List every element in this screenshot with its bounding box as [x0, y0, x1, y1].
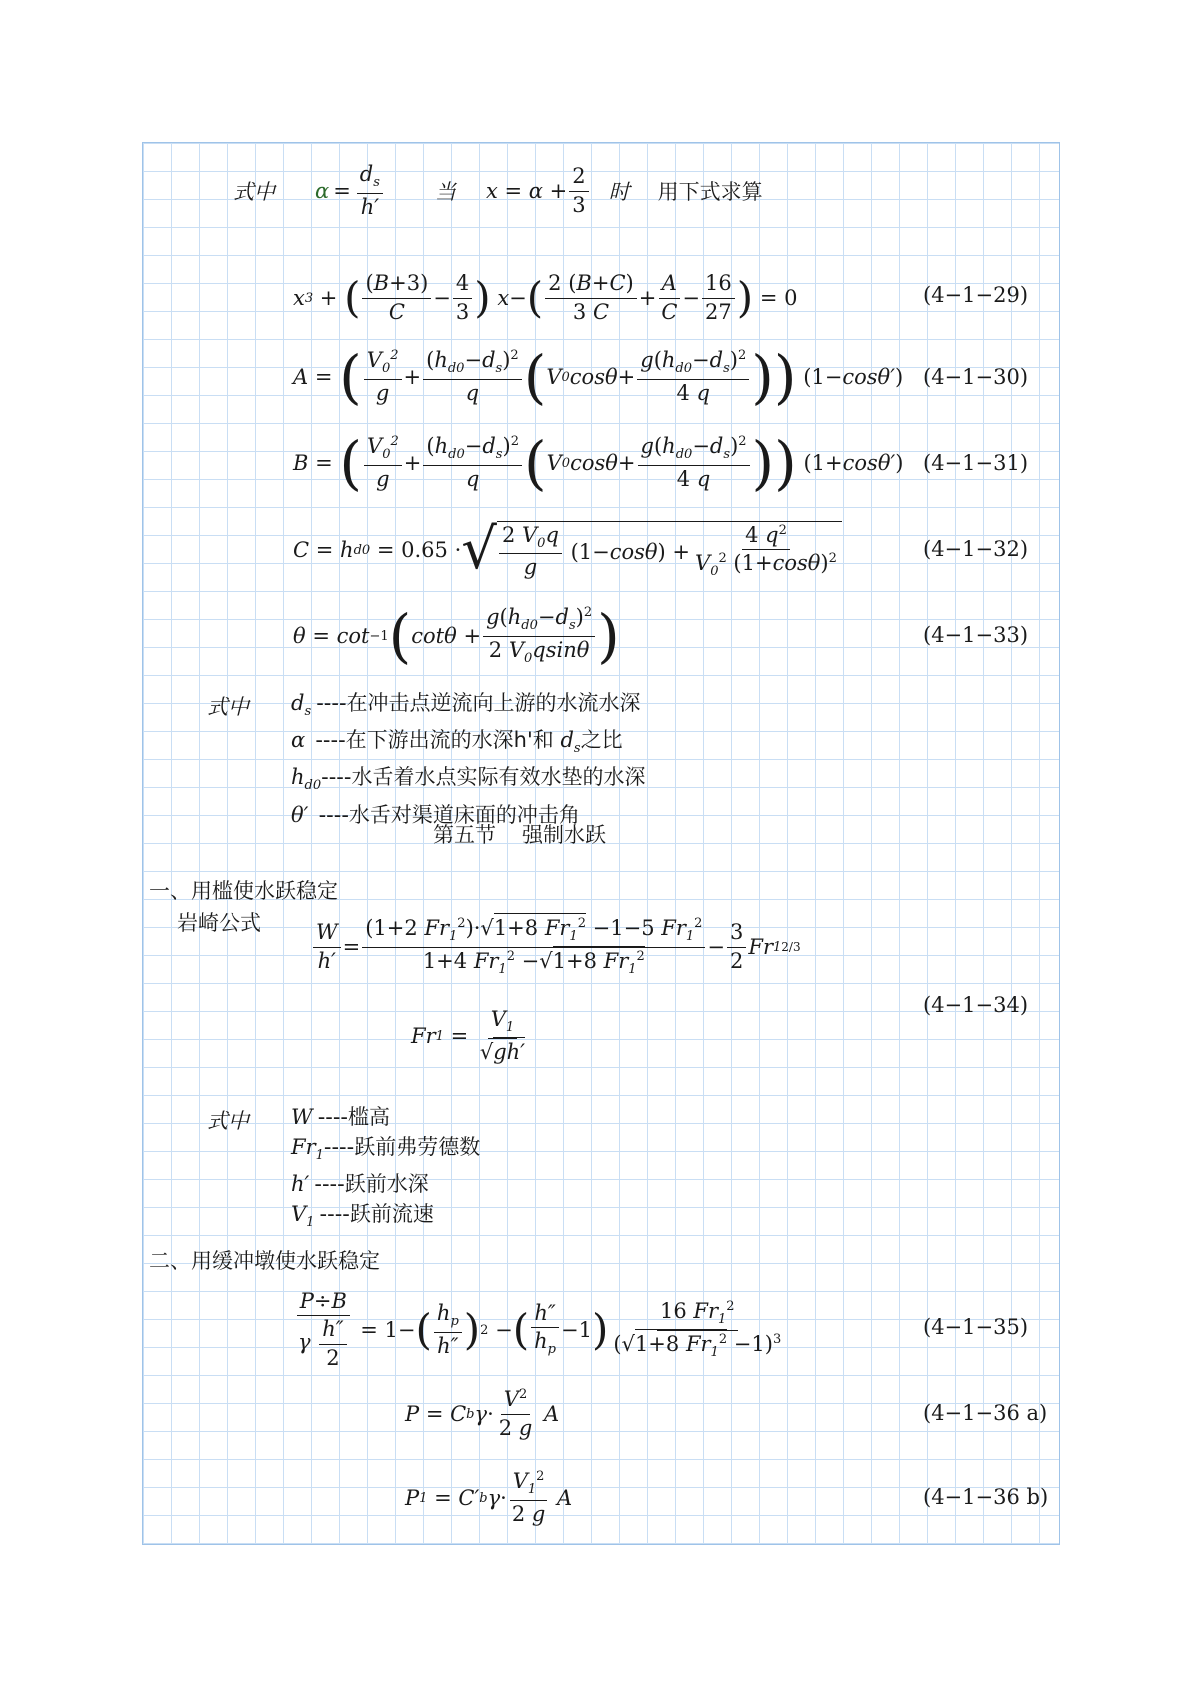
legend2-list: [291, 1103, 480, 1237]
legend1-row: θ′ ----水舌对渠道床面的冲击角: [291, 802, 580, 827]
grid-paper: [142, 142, 1060, 1545]
eq-number-31: (4−1−31): [923, 451, 1029, 475]
legend1-row: $d_s$ ----在冲击点逆流向上游的水流水深: [291, 691, 641, 720]
equation-29: x 3 + ( $\frac{(B+3)}{C}$ − $\frac{4}{3}$ ) x − ( $\frac{2 (B+C)}{3 C}$ + $\frac{A}{C}$ − $\frac{16}{27}$ ) = 0: [293, 271, 798, 324]
equation-30: A = ( $\frac{V_0^2}{g}$ + $\frac{(h_{d0}-d_s)^2}{q}$ ( V 0 cosθ + $\frac{g(h_{d0}-d_s)^2}{4 q}$ )) (1− cosθ′ ): [293, 343, 904, 411]
eq-number-36a: (4−1−36 a): [923, 1401, 1048, 1425]
equation-34-fr: Fr 1 = $\frac{V_1}{√gh'}$: [411, 1007, 525, 1064]
equation-36b: P 1 = C′ b γ · $\frac{V_1^2}{2 g}$ A: [405, 1469, 573, 1526]
alpha-fraction: $\frac{d_s}{h'}$: [357, 163, 383, 219]
intro-dang: 当: [434, 180, 456, 204]
part1-heading: 一、用槛使水跃稳定: [149, 879, 338, 903]
x-definition: x = α +: [485, 179, 568, 203]
equation-34-main: $\frac{W}{h'}$ = $\frac{(1+2 Fr_1^2)\cdot√1+8 Fr_1^2 -1-5 Fr_1^2}{1+4 Fr_1^2 -√1+8 Fr_1^2}$ − $\frac{3}{2}$ Fr 1 2/3: [311, 905, 801, 989]
equation-36a: P = C b γ · $\frac{V^2}{2 g}$ A: [405, 1387, 560, 1440]
alpha-symbol: α: [315, 179, 330, 203]
part2-heading: 二、用缓冲墩使水跃稳定: [149, 1249, 380, 1273]
intro-line: 式中 α = $\frac{d_s}{h'}$ 当 x = α + $\frac{2}{3}$ 时 用下式求算: [233, 162, 763, 219]
equation-35: P÷B γ $\frac{h''}{2}$ = 1− ( $\frac{h_p}{h''}$ ) 2 − ( $\frac{h''}{h_p}$ −1 ) $\frac{16 Fr_1^2}{(√1+8 Fr_1^2 -1)^3}$: [298, 1289, 782, 1370]
intro-shizhong: 式中: [233, 180, 275, 204]
eq-number-32: (4−1−32): [923, 537, 1029, 561]
legend2-row: $Fr_1----$跃前弗劳德数: [291, 1135, 481, 1164]
legend2-label: 式中: [207, 1109, 249, 1133]
formula-name: 岩崎公式: [177, 911, 261, 935]
legend2-row: h′ ----跃前水深: [291, 1172, 429, 1197]
legend2-row: W ----槛高: [291, 1105, 390, 1129]
eq-number-33: (4−1−33): [923, 623, 1029, 647]
equation-32: C = h d0 = 0.65 · √ $\frac{2 V_0q}{g}$ (1− cosθ ) + $\frac{4 q^2}{V_0^2 (1+\cos\theta)^2}$: [293, 509, 842, 591]
legend1-list: [291, 689, 645, 831]
intro-tail: 用下式求算: [657, 180, 763, 204]
legend2-row: $V_1$ ----跃前流速: [291, 1202, 434, 1231]
legend1-row: $h_{d0}----$水舌着水点实际有效水垫的水深: [291, 765, 646, 794]
eq-number-35: (4−1−35): [923, 1315, 1029, 1339]
eq-number-30: (4−1−30): [923, 365, 1029, 389]
legend1-row: α ----在下游出流的水深h'和 $d_s$之比: [291, 728, 623, 757]
equation-33: θ = cot −1 ( cotθ + $\frac{g(h_{d0}-d_s)^2}{2 V_0qsin\theta}$ ): [293, 602, 620, 670]
eq-number-34: (4−1−34): [923, 993, 1029, 1017]
equation-31: B = ( $\frac{V_0^2}{g}$ + $\frac{(h_{d0}-d_s)^2}{q}$ ( V 0 cosθ + $\frac{g(h_{d0}-d_s)^2}{4 q}$ )) (1+ cosθ′ ): [293, 429, 904, 497]
eq-number-29: (4−1−29): [923, 283, 1029, 307]
legend1-label: 式中: [207, 695, 249, 719]
intro-shi: 时: [608, 180, 630, 204]
section-title: 第五节 强制水跃: [433, 823, 606, 847]
eq-number-36b: (4−1−36 b): [923, 1485, 1049, 1509]
